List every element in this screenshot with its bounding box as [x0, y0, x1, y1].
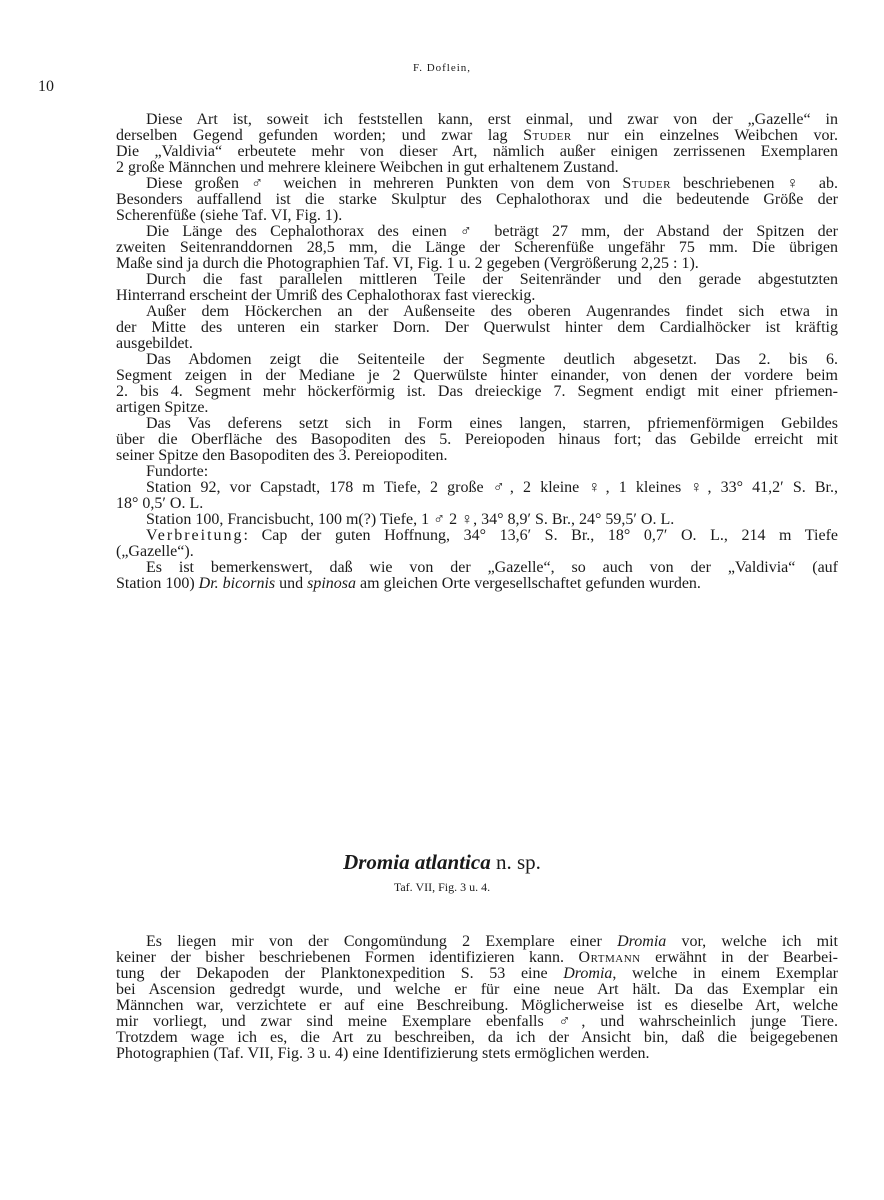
species-suffix: n. sp. [495, 850, 541, 874]
text-line [116, 300, 838, 320]
text-line [116, 428, 838, 448]
text-line [116, 476, 838, 496]
text-segment: Station 100) [116, 575, 199, 592]
page-number: 10 [38, 78, 54, 95]
text-line [116, 316, 838, 336]
text-line [116, 1027, 838, 1046]
text-segment: mir vorliegt, und zwar sind meine Exemplare ebenfalls ♂, und wahrscheinlich junge Tiere. [116, 1013, 838, 1030]
text-segment: artigen Spitze. [116, 399, 209, 416]
text-segment: Besonders auffallend ist die starke Skulptur des Cephalothorax und die bedeutende Größe der [116, 191, 838, 208]
text-segment: bei Ascension gedredgt wurde, und welche er für eine neue Art hält. Da das Exemplar ein [116, 981, 838, 998]
text-segment: Durch die fast parallelen mittleren Teile der Seitenränder und den gerade abgestutzten [146, 271, 838, 288]
author-name: Studer [622, 175, 671, 192]
body-text-block-1 [116, 108, 839, 592]
text-segment: derselben Gegend gefunden worden; und zwar lag [116, 127, 524, 144]
text-segment: über die Oberfläche des Basopoditen des 5. Pereiopoden hinaus fort; das Gebilde erreicht mit [116, 431, 838, 448]
text-line [116, 1011, 838, 1030]
text-segment: 2. bis 4. Segment mehr höckerförmig ist. Das dreieckige 7. Segment endigt mit einer pfriemen- [116, 383, 838, 400]
text-line [116, 220, 838, 240]
text-line [116, 508, 838, 528]
text-segment: Trotzdem wage ich es, die Art zu beschreiben, da ich der Ansicht bin, daß die beigegebenen [116, 1029, 838, 1046]
text-segment: Es liegen mir von der Congomündung 2 Exemplare einer [146, 933, 618, 950]
text-segment: Die „Valdivia“ erbeutete mehr von dieser Art, nämlich außer einigen zerrissenen Exemplaren [116, 143, 838, 160]
text-segment: seiner Spitze den Basopoditen des 3. Pereiopoditen. [116, 447, 448, 464]
text-segment: und [275, 575, 308, 592]
text-line [116, 108, 838, 128]
text-line [116, 947, 838, 966]
text-line [116, 268, 838, 288]
section-heading [0, 850, 884, 875]
text-segment: Photographien (Taf. VII, Fig. 3 u. 4) eine Identifizierung stets ermöglichen werden. [116, 1045, 650, 1062]
text-segment: tung der Dekapoden der Planktonexpedition S. 53 eine [116, 965, 564, 982]
text-segment: Station 92, vor Capstadt, 178 m Tiefe, 2 große ♂, 2 kleine ♀, 1 kleines ♀, 33° 41,2′ S. Br., [146, 479, 838, 496]
italic-text: Dr. bicornis [198, 575, 276, 592]
italic-text: spinosa [307, 575, 357, 592]
text-segment: Scherenfüße (siehe Taf. VI, Fig. 1). [116, 207, 343, 224]
text-segment: vor, welche ich mit [666, 933, 839, 950]
italic-text: Dromia [617, 933, 667, 950]
text-line [116, 963, 839, 982]
text-segment: Diese großen ♂ weichen in mehreren Punkten von dem von [146, 175, 623, 192]
text-line [116, 364, 838, 384]
text-segment: Männchen war, verzichtete er auf eine Beschreibung. Möglicherweise ist es dieselbe Art, welche [116, 997, 838, 1014]
text-segment: keiner der bisher beschriebenen Formen identifizieren kann. [116, 949, 579, 966]
text-segment: 18° 0,5′ O. L. [116, 495, 204, 512]
text-segment: : Cap der guten Hoffnung, 34° 13,6′ S. Br., 18° 0,7′ O. L., 214 m Tiefe [243, 527, 838, 544]
text-line [116, 524, 838, 544]
text-segment: Fundorte: [146, 463, 209, 480]
spaced-label: Verbreitung [146, 527, 244, 544]
text-segment: beschriebenen ♀ ab. [670, 175, 838, 192]
text-segment: der Mitte des unteren ein starker Dorn. Der Querwulst hinter dem Cardialhöcker ist kräftig [116, 319, 838, 336]
text-segment: nur ein einzelnes Weibchen vor. [571, 127, 839, 144]
text-segment: am gleichen Orte vergesellschaftet gefunden wurden. [356, 575, 701, 592]
italic-text: Dromia [563, 965, 613, 982]
text-line [116, 380, 838, 400]
text-line [116, 412, 838, 432]
text-line [116, 172, 838, 192]
text-segment: Diese Art ist, soweit ich feststellen kann, erst einmal, und zwar von der „Gazelle“ in [146, 111, 838, 128]
text-line [116, 236, 838, 256]
text-segment: erwähnt in der Bearbei- [640, 949, 838, 966]
text-segment: Station 100, Francisbucht, 100 m(?) Tiefe, 1 ♂ 2 ♀, 34° 8,9′ S. Br., 24° 59,5′ O. L. [146, 511, 675, 528]
body-text-block-2 [116, 931, 839, 1062]
text-segment: Es ist bemerkenswert, daß wie von der „Gazelle“, so auch von der „Valdivia“ (auf [146, 559, 838, 576]
author-name: Ortmann [578, 949, 641, 966]
author-name: Studer [523, 127, 572, 144]
text-segment: ausgebildet. [116, 335, 193, 352]
text-segment: Das Vas deferens setzt sich in Form eines langen, starren, pfriemenförmigen Gebildes [146, 415, 838, 432]
text-line [116, 124, 839, 144]
text-line [116, 995, 838, 1014]
text-segment: Das Abdomen zeigt die Seitenteile der Segmente deutlich abgesetzt. Das 2. bis 6. [146, 351, 838, 368]
text-line [116, 348, 838, 368]
text-segment: („Gazelle“). [116, 543, 194, 560]
text-line [116, 931, 839, 950]
text-segment: Maße sind ja durch die Photographien Taf. VI, Fig. 1 u. 2 gegeben (Vergrößerung 2,25 : 1). [116, 255, 699, 272]
text-segment: Außer dem Höckerchen an der Außenseite des oberen Augenrandes findet sich etwa in [146, 303, 838, 320]
text-segment: , welche in einem Exemplar [612, 965, 839, 982]
text-segment: 2 große Männchen und mehrere kleinere Weibchen in gut erhaltenem Zustand. [116, 159, 619, 176]
species-title: Dromia atlantica [343, 850, 491, 874]
text-line [116, 979, 838, 998]
text-segment: Hinterrand erscheint der Umriß des Cephalothorax fast viereckig. [116, 287, 536, 304]
plate-reference: Taf. VII, Fig. 3 u. 4. [393, 880, 491, 894]
text-line [116, 188, 838, 208]
text-segment: Segment zeigen in der Mediane je 2 Querwülste hinter einander, von denen der vordere beim [116, 367, 838, 384]
text-line [116, 140, 838, 160]
text-segment: Die Länge des Cephalothorax des einen ♂ beträgt 27 mm, der Abstand der Spitzen der [146, 223, 838, 240]
running-head: F. Doflein, [412, 62, 472, 74]
text-line [116, 556, 838, 576]
text-segment: zweiten Seitenranddornen 28,5 mm, die Länge der Scherenfüße ungefähr 75 mm. Die übrigen [116, 239, 838, 256]
